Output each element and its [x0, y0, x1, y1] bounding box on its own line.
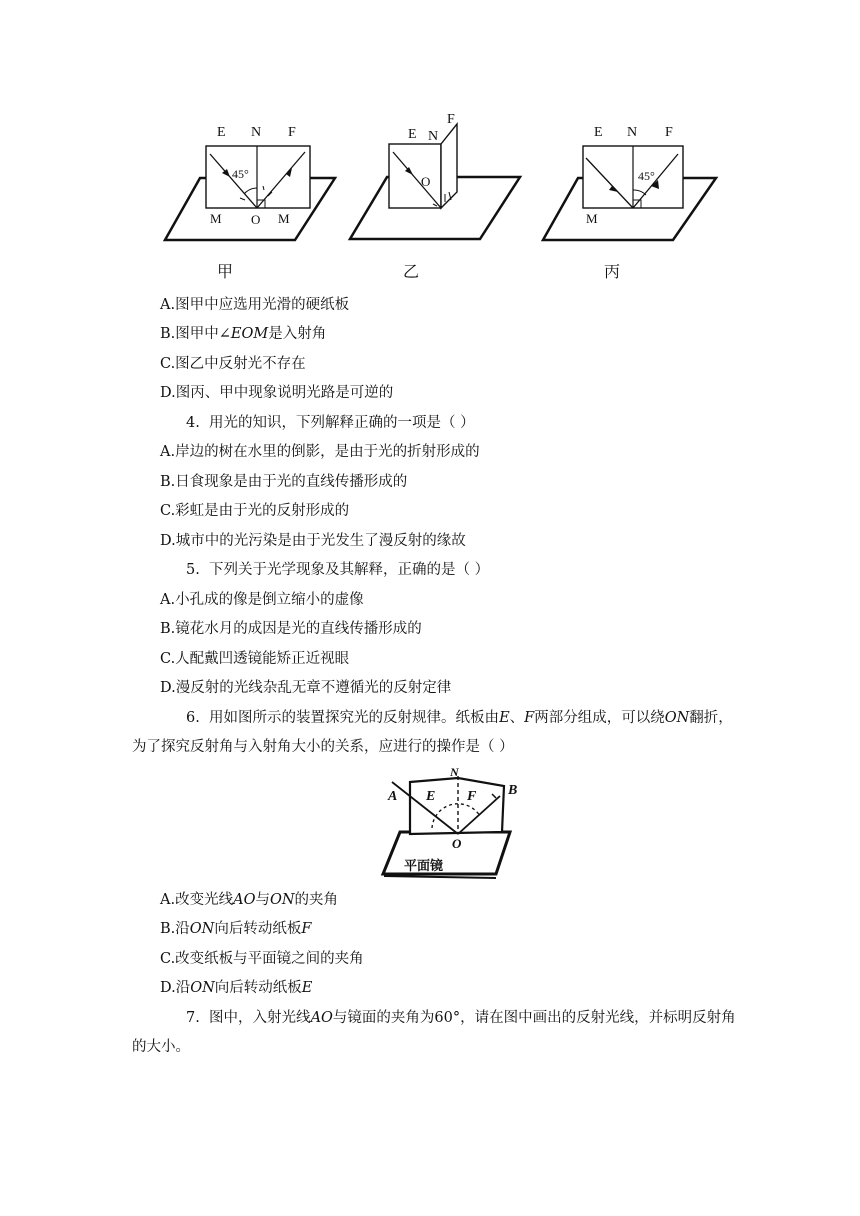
- plane-mirror: [383, 832, 510, 874]
- label-plane-mirror: 平面镜: [404, 859, 444, 874]
- figure-jia-diagram: [160, 120, 345, 245]
- q3-option-c: C.图乙中反射光不存在: [160, 356, 306, 372]
- q3-option-b-text: B.图甲中: [160, 326, 219, 342]
- label-n: N: [627, 125, 638, 140]
- caption-bing: 丙: [604, 262, 621, 281]
- label-e: E: [408, 127, 417, 142]
- q4-option-b: B.日食现象是由于光的直线传播形成的: [160, 474, 408, 490]
- q7-stem-line1: 7. 图中，入射光线AO与镜面的夹角为60°，请在图中画出的反射光线，并标明反射角: [186, 1010, 736, 1026]
- caption-yi: 乙: [403, 262, 420, 281]
- caption-jia: 甲: [217, 262, 234, 281]
- q4-stem: 4. 用光的知识，下列解释正确的一项是（ ）: [186, 415, 475, 431]
- q4-option-d: D.城市中的光污染是由于光发生了漫反射的缘故: [160, 533, 466, 549]
- angle-label: 45°: [232, 167, 249, 181]
- figure-bing-diagram: [538, 120, 723, 245]
- label-o: O: [251, 212, 261, 227]
- q6-option-d: D.沿ON向后转动纸板E: [160, 980, 313, 996]
- q5-option-b: B.镜花水月的成因是光的直线传播形成的: [160, 621, 422, 637]
- q5-option-d: D.漫反射的光线杂乱无章不遵循光的反射定律: [160, 680, 452, 696]
- label-e: E: [217, 125, 226, 140]
- q5-stem: 5. 下列关于光学现象及其解释，正确的是（ ）: [186, 562, 490, 578]
- label-f: F: [288, 125, 296, 140]
- figure-jia: [160, 120, 345, 245]
- q5-option-c: C.人配戴凹透镜能矫正近视眼: [160, 651, 350, 667]
- angle-label: 45°: [638, 169, 655, 183]
- q3-option-d: D.图丙、甲中现象说明光路是可逆的: [160, 385, 394, 401]
- q3-option-a: A.图甲中应选用光滑的硬纸板: [160, 297, 350, 313]
- q7-stem-line2: 的大小。: [132, 1039, 190, 1055]
- q3-option-b-text-end: 是入射角: [268, 326, 327, 342]
- label-f: F: [467, 789, 477, 804]
- q4-option-c: C.彩虹是由于光的反射形成的: [160, 503, 350, 519]
- figure-yi: [345, 112, 525, 244]
- q6-option-a: A.改变光线AO与ON的夹角: [160, 892, 339, 908]
- figure-yi-diagram: [345, 112, 525, 244]
- label-f: F: [447, 112, 455, 127]
- figure-bing: [538, 120, 723, 245]
- q3-option-b: [160, 324, 326, 344]
- label-b: B: [508, 783, 518, 798]
- q6-stem-line2: 为了探究反射角与入射角大小的关系，应进行的操作是（ ）: [132, 739, 514, 755]
- q6-option-b: B.沿ON向后转动纸板F: [160, 921, 312, 937]
- label-m: M: [586, 211, 598, 226]
- label-m-left: M: [210, 211, 222, 226]
- q6-stem-line1: 6. 用如图所示的装置探究光的反射规律。纸板由E、F两部分组成，可以绕ON翻折，: [186, 710, 733, 726]
- q6-figure-diagram: [380, 766, 530, 882]
- q6-option-c: C.改变纸板与平面镜之间的夹角: [160, 951, 364, 967]
- q5-option-a: A.小孔成的像是倒立缩小的虚像: [160, 592, 364, 608]
- label-n: N: [428, 129, 439, 144]
- label-o: O: [452, 836, 462, 851]
- q4-option-a: A.岸边的树在水里的倒影，是由于光的折射形成的: [160, 444, 480, 460]
- label-e: E: [594, 125, 603, 140]
- paper-board-f-folded: [441, 124, 457, 208]
- q3-option-b-math: ∠EOM: [218, 326, 269, 342]
- label-a: A: [388, 789, 398, 804]
- label-n: N: [450, 765, 459, 779]
- label-n: N: [251, 125, 262, 140]
- label-o: O: [421, 174, 431, 189]
- label-m-right: M: [278, 211, 290, 226]
- label-e: E: [426, 789, 436, 804]
- label-f: F: [665, 125, 673, 140]
- q6-figure: [380, 766, 530, 882]
- paper-board: [206, 146, 310, 208]
